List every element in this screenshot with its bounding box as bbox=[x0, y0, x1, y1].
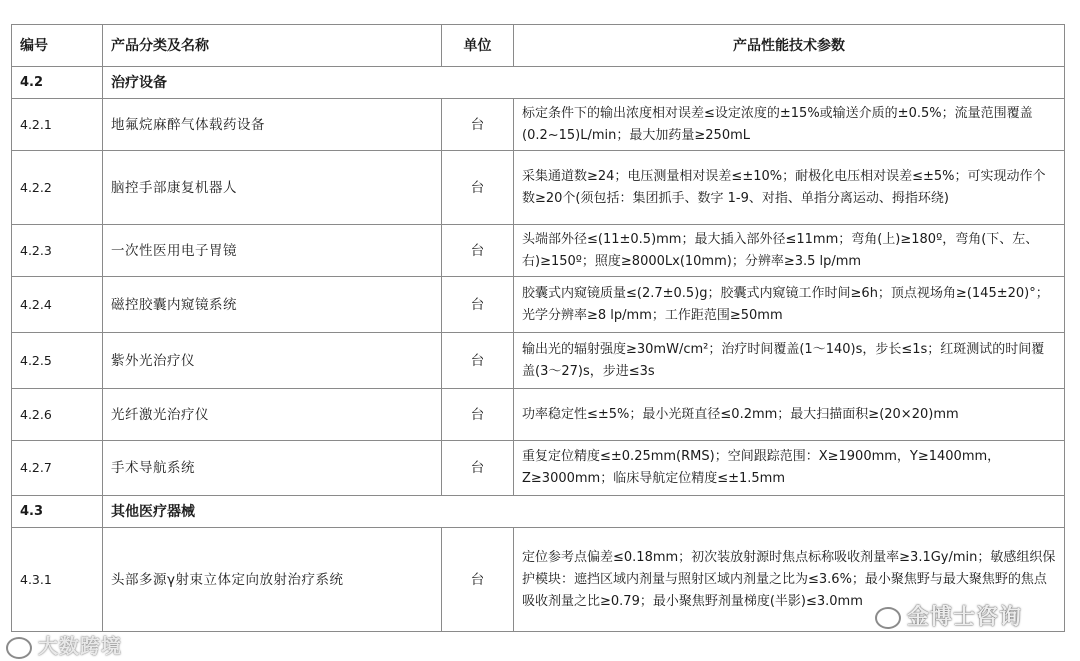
item-name: 磁控胶囊内窥镜系统 bbox=[103, 277, 442, 333]
wechat-icon bbox=[875, 607, 901, 629]
section-title: 治疗设备 bbox=[103, 67, 1065, 99]
item-name: 光纤激光治疗仪 bbox=[103, 389, 442, 441]
item-specs: 重复定位精度≤±0.25mm(RMS)；空间跟踪范围：X≥1900mm，Y≥1400mm，Z≥3000mm；临床导航定位精度≤±1.5mm bbox=[514, 441, 1065, 496]
section-title: 其他医疗器械 bbox=[103, 496, 1065, 528]
watermark-right bbox=[875, 600, 1022, 631]
item-unit: 台 bbox=[442, 441, 514, 496]
item-unit: 台 bbox=[442, 528, 514, 632]
item-unit: 台 bbox=[442, 333, 514, 389]
section-row bbox=[12, 496, 1065, 528]
header-specs: 产品性能技术参数 bbox=[514, 25, 1065, 67]
item-unit: 台 bbox=[442, 277, 514, 333]
header-code: 编号 bbox=[12, 25, 103, 67]
spec-table bbox=[11, 24, 1065, 632]
table-row bbox=[12, 277, 1065, 333]
table-row bbox=[12, 441, 1065, 496]
item-code: 4.2.6 bbox=[12, 389, 103, 441]
item-name: 脑控手部康复机器人 bbox=[103, 151, 442, 225]
weibo-icon bbox=[6, 637, 32, 659]
watermark-left bbox=[6, 630, 122, 659]
table-row bbox=[12, 333, 1065, 389]
table-row bbox=[12, 99, 1065, 151]
table-row bbox=[12, 151, 1065, 225]
header-name: 产品分类及名称 bbox=[103, 25, 442, 67]
item-code: 4.2.2 bbox=[12, 151, 103, 225]
item-specs: 胶囊式内窥镜质量≤(2.7±0.5)g；胶囊式内窥镜工作时间≥6h；顶点视场角≥(145±20)°；光学分辨率≥8 lp/mm；工作距范围≥50mm bbox=[514, 277, 1065, 333]
watermark-right-text: 金博士咨询 bbox=[907, 605, 1023, 630]
item-name: 手术导航系统 bbox=[103, 441, 442, 496]
item-code: 4.2.3 bbox=[12, 225, 103, 277]
section-code: 4.3 bbox=[12, 496, 103, 528]
item-name: 头部多源γ射束立体定向放射治疗系统 bbox=[103, 528, 442, 632]
section-code: 4.2 bbox=[12, 67, 103, 99]
watermark-left-text: 大数跨境 bbox=[38, 634, 122, 658]
table-header-row bbox=[12, 25, 1065, 67]
item-unit: 台 bbox=[442, 389, 514, 441]
item-code: 4.2.4 bbox=[12, 277, 103, 333]
item-specs: 功率稳定性≤±5%；最小光斑直径≤0.2mm；最大扫描面积≥(20×20)mm bbox=[514, 389, 1065, 441]
item-name: 一次性医用电子胃镜 bbox=[103, 225, 442, 277]
item-unit: 台 bbox=[442, 151, 514, 225]
item-code: 4.3.1 bbox=[12, 528, 103, 632]
item-specs: 输出光的辐射强度≥30mW/cm²；治疗时间覆盖(1～140)s，步长≤1s；红斑测试的时间覆盖(3～27)s，步进≤3s bbox=[514, 333, 1065, 389]
table-row bbox=[12, 389, 1065, 441]
table-row bbox=[12, 225, 1065, 277]
item-code: 4.2.7 bbox=[12, 441, 103, 496]
item-code: 4.2.1 bbox=[12, 99, 103, 151]
item-unit: 台 bbox=[442, 225, 514, 277]
item-unit: 台 bbox=[442, 99, 514, 151]
header-unit: 单位 bbox=[442, 25, 514, 67]
item-specs: 头端部外径≤(11±0.5)mm；最大插入部外径≤11mm；弯角(上)≥180º，弯角(下、左、右)≥150º；照度≥8000Lx(10mm)；分辨率≥3.5 lp/mm bbox=[514, 225, 1065, 277]
item-specs: 采集通道数≥24；电压测量相对误差≤±10%；耐极化电压相对误差≤±5%；可实现动作个数≥20个(须包括：集团抓手、数字 1-9、对指、单指分离运动、拇指环绕) bbox=[514, 151, 1065, 225]
section-row bbox=[12, 67, 1065, 99]
item-name: 地氟烷麻醉气体载药设备 bbox=[103, 99, 442, 151]
item-specs: 定位参考点偏差≤0.18mm；初次装放射源时焦点标称吸收剂量率≥3.1Gy/min；敏感组织保护模块：遮挡区域内剂量与照射区域内剂量之比为≤3.6%；最小聚焦野与最大聚焦野的焦点吸收剂量之比≥0.79；最小聚焦野剂量梯度(半影)≤3.0mm bbox=[514, 528, 1065, 632]
item-specs: 标定条件下的输出浓度相对误差≤设定浓度的±15%或输送介质的±0.5%；流量范围覆盖(0.2~15)L/min；最大加药量≥250mL bbox=[514, 99, 1065, 151]
item-code: 4.2.5 bbox=[12, 333, 103, 389]
item-name: 紫外光治疗仪 bbox=[103, 333, 442, 389]
